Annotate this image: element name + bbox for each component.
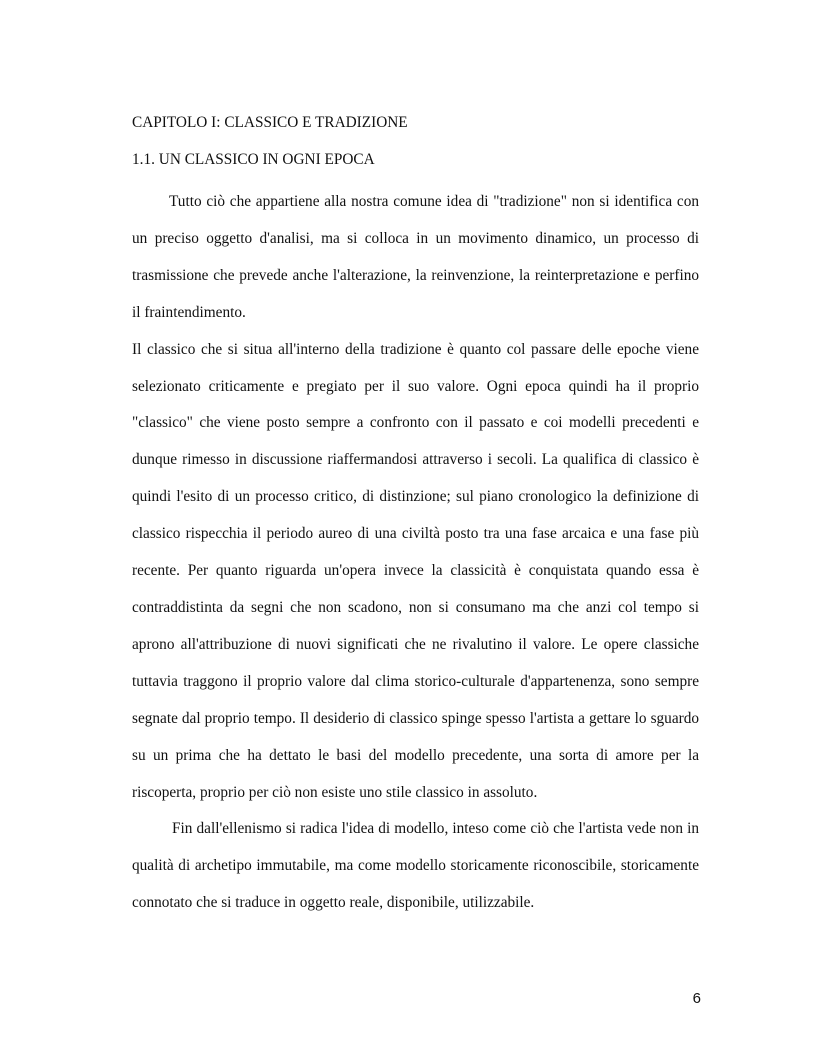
section-title: 1.1. UN CLASSICO IN OGNI EPOCA <box>132 151 375 168</box>
paragraph-2: Il classico che si situa all'interno della tradizione è quanto col passare delle epoche viene selezionato criticamente e pregiato per il suo valore. Ogni epoca quindi ha il proprio "classico" che viene posto sempre a confronto con il passato e coi modelli precedenti e dunque rimesso in discussione riaffermandosi attraverso i secoli. La qualifica di classico è quindi l'esito di un processo critico, di distinzione; sul piano cronologico la definizione di classico rispecchia il periodo aureo di una civiltà posto tra una fase arcaica e una fase più recente. Per quanto riguarda un'opera invece la classicità è conquistata quando essa è contraddistinta da segni che non scadono, non si consumano ma che anzi col tempo si aprono all'attribuzione di nuovi significati che ne rivalutino il valore. Le opere classiche tuttavia traggono il proprio valore dal clima storico-culturale d'appartenenza, sono sempre segnate dal proprio tempo. Il desiderio di classico spinge spesso l'artista a gettare lo sguardo su un prima che ha dettato le basi del modello precedente, una sorta di amore per la riscoperta, proprio per ciò non esiste uno stile classico in assoluto. <box>132 340 699 801</box>
page-number: 6 <box>692 990 701 1007</box>
paragraph-3: Fin dall'ellenismo si radica l'idea di modello, inteso come ciò che l'artista vede non in qualità di archetipo immutabile, ma come modello storicamente riconoscibile, storicamente connotato che si traduce in oggetto reale, disponibile, utilizzabile. <box>132 820 699 912</box>
page-body <box>132 113 699 922</box>
paragraph-1: Tutto ciò che appartiene alla nostra comune idea di "tradizione" non si identifica con un preciso oggetto d'analisi, ma si colloca in un movimento dinamico, un processo di trasmissione che prevede anche l'alterazione, la reinvenzione, la reinterpretazione e perfino il fraintendimento. <box>132 193 699 321</box>
chapter-title: CAPITOLO I: CLASSICO E TRADIZIONE <box>132 114 408 131</box>
